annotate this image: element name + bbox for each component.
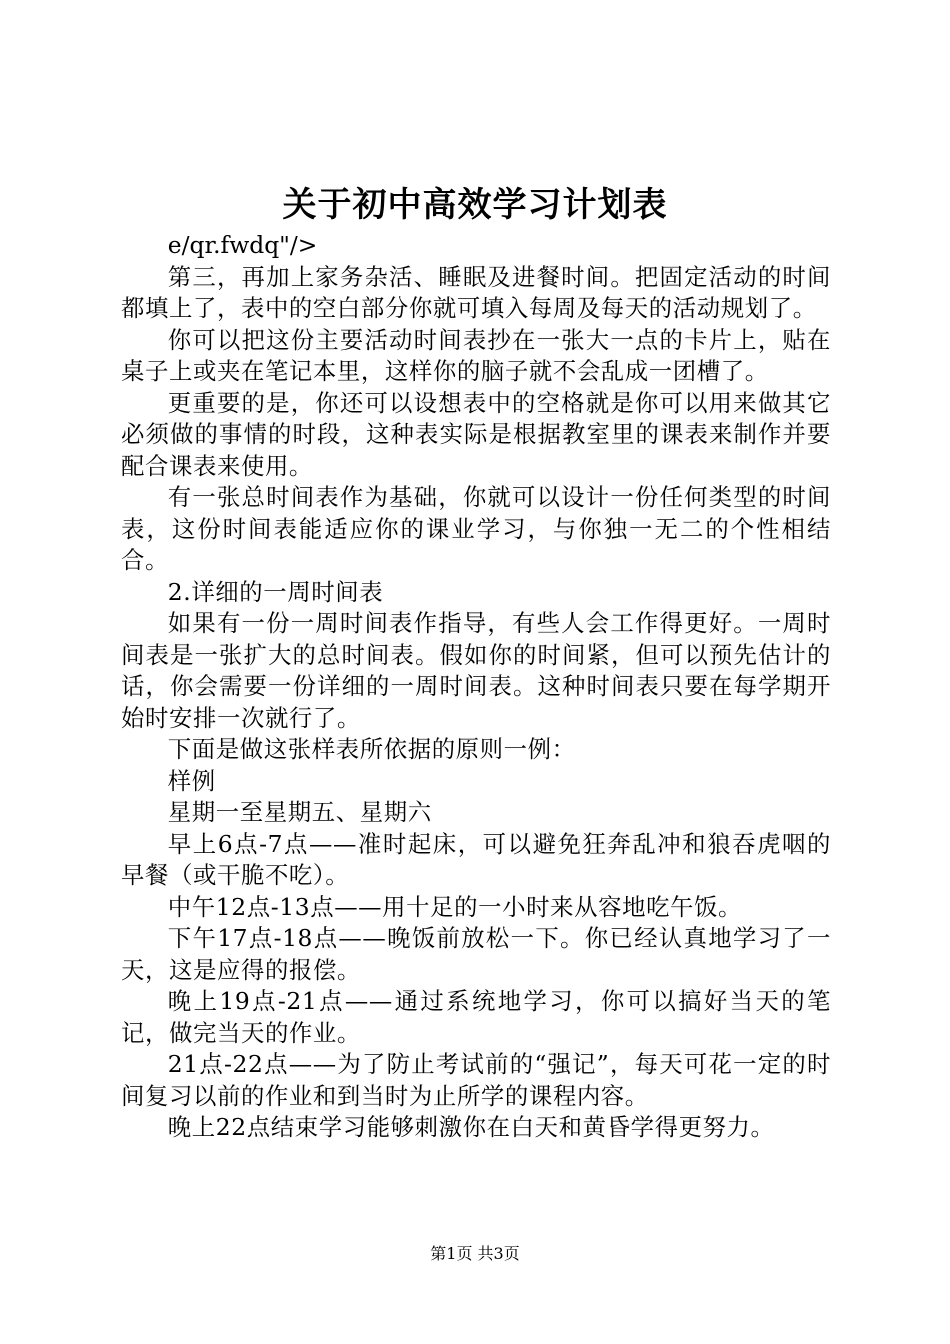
document-title: 关于初中高效学习计划表 <box>282 185 668 225</box>
paragraph: 样例 <box>167 766 216 795</box>
paragraph: 21点-22点——为了防止考试前的“强记”，每天可花一定的时间复习以前的作业和到当时为止所学的课程内容。 <box>121 1050 831 1110</box>
paragraph: 下午17点-18点——晚饭前放松一下。你已经认真地学习了一天，这是应得的报偿。 <box>121 924 831 984</box>
paragraph: 第三，再加上家务杂活、睡眠及进餐时间。把固定活动的时间都填上了，表中的空白部分你就可填入每周及每天的活动规划了。 <box>121 262 831 322</box>
paragraph: 如果有一份一周时间表作指导，有些人会工作得更好。一周时间表是一张扩大的总时间表。假如你的时间紧，但可以预先估计的话，你会需要一份详细的一周时间表。这种时间表只要在每学期开始时安排一次就行了。 <box>121 609 831 732</box>
paragraph: 晚上22点结束学习能够刺激你在白天和黄昏学得更努力。 <box>167 1113 775 1141</box>
paragraph: e/qr.fwdq"/> <box>167 231 318 259</box>
page-number-footer: 第1页 共3页 <box>430 1244 520 1263</box>
paragraph: 晚上19点-21点——通过系统地学习，你可以搞好当天的笔记，做完当天的作业。 <box>121 987 831 1047</box>
paragraph: 有一张总时间表作为基础，你就可以设计一份任何类型的时间表，这份时间表能适应你的课业学习，与你独一无二的个性相结合。 <box>121 483 831 574</box>
paragraph: 早上6点-7点——准时起床，可以避免狂奔乱冲和狼吞虎咽的早餐（或干脆不吃）。 <box>121 829 831 889</box>
paragraph: 星期一至星期五、星期六 <box>167 798 432 826</box>
paragraph: 中午12点-13点——用十足的一小时来从容地吃午饭。 <box>167 892 743 921</box>
paragraph: 你可以把这份主要活动时间表抄在一张大一点的卡片上，贴在桌子上或夹在笔记本里，这样你的脑子就不会乱成一团槽了。 <box>121 325 831 385</box>
paragraph: 更重要的是，你还可以设想表中的空格就是你可以用来做其它必须做的事情的时段，这种表实际是根据教室里的课表来制作并要配合课表来使用。 <box>121 388 831 480</box>
paragraph: 下面是做这张样表所依据的原则一例： <box>167 735 576 763</box>
section-heading: 2.详细的一周时间表 <box>167 577 384 606</box>
document-body <box>121 230 831 1144</box>
